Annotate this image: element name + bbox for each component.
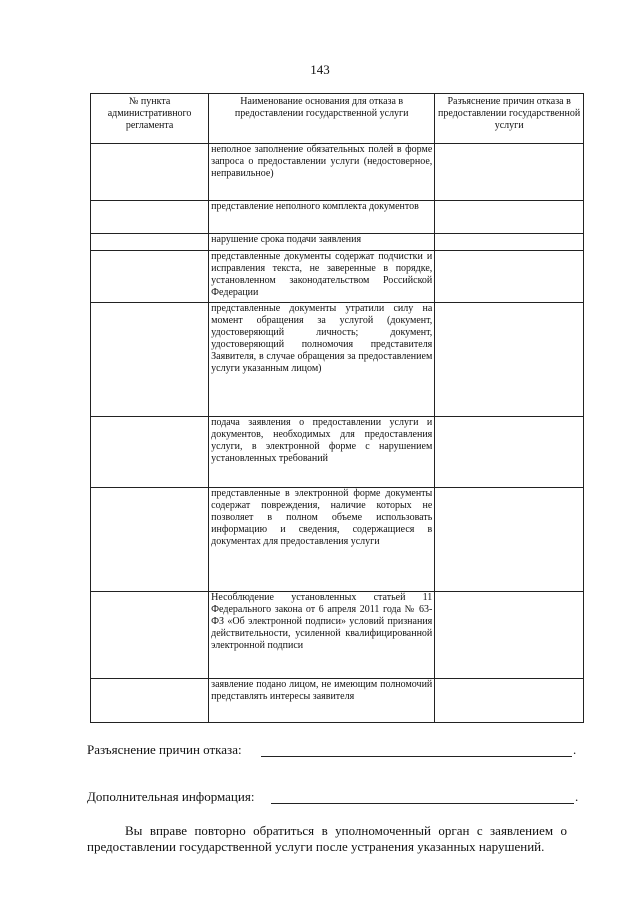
table-row: [91, 201, 584, 234]
closing-paragraph: Вы вправе повторно обратиться в уполномоченный орган с заявлением о предоставлении государственной услуги после устранения указанных нарушений.: [87, 823, 567, 854]
table-row: [91, 679, 584, 723]
paragraph-number-cell: [91, 234, 209, 251]
table-row: [91, 303, 584, 417]
explanation-cell: [435, 234, 584, 251]
paragraph-number-cell: [91, 592, 209, 679]
reason-cell: представленные документы содержат подчистки и исправления текста, не заверенные в порядке, установленном законодательством Российской Федерации: [209, 251, 435, 303]
reason-cell: представление неполного комплекта документов: [209, 201, 435, 234]
explanation-cell: [435, 201, 584, 234]
table-row: [91, 251, 584, 303]
reason-cell: неполное заполнение обязательных полей в форме запроса о предоставлении услуги (недостоверное, неправильное): [209, 144, 435, 201]
refusal-explanation-end: .: [573, 742, 577, 757]
paragraph-number-cell: [91, 303, 209, 417]
paragraph-number-cell: [91, 488, 209, 592]
reason-cell: подача заявления о предоставлении услуги и документов, необходимых для предоставления услуги, в электронной форме с нарушением установленных требований: [209, 417, 435, 488]
header-explanation: Разъяснение причин отказа в предоставлении государственной услуги: [435, 94, 584, 144]
paragraph-number-cell: [91, 417, 209, 488]
explanation-cell: [435, 592, 584, 679]
paragraph-number-cell: [91, 679, 209, 723]
explanation-cell: [435, 679, 584, 723]
table-row: [91, 234, 584, 251]
reason-cell: нарушение срока подачи заявления: [209, 234, 435, 251]
table-row: [91, 144, 584, 201]
reason-cell: Несоблюдение установленных статьей 11 Федерального закона от 6 апреля 2011 года № 63-ФЗ «Об электронной подписи» условий признания действительности, усиленной квалифицированной электронной подписи: [209, 592, 435, 679]
refusal-reasons-table: [90, 93, 584, 723]
additional-info-label: Дополнительная информация:: [87, 789, 255, 804]
paragraph-number-cell: [91, 201, 209, 234]
table-row: [91, 488, 584, 592]
page-number: 143: [310, 62, 330, 77]
explanation-cell: [435, 251, 584, 303]
refusal-explanation-label: Разъяснение причин отказа:: [87, 742, 242, 757]
table-header-row: [91, 94, 584, 144]
additional-info-line: [271, 803, 574, 804]
reason-cell: заявление подано лицом, не имеющим полномочий представлять интересы заявителя: [209, 679, 435, 723]
table-row: [91, 592, 584, 679]
paragraph-number-cell: [91, 251, 209, 303]
additional-info-end: .: [575, 789, 579, 804]
explanation-cell: [435, 417, 584, 488]
reason-cell: представленные документы утратили силу на момент обращения за услугой (документ, удостоверяющий личность; документ, удостоверяющий полномочия представителя Заявителя, в случае обращения за предоставлением услуги указанным лицом): [209, 303, 435, 417]
reason-cell: представленные в электронной форме документы содержат повреждения, наличие которых не позволяет в полном объеме использовать информацию и сведения, содержащиеся в документах для предоставления услуги: [209, 488, 435, 592]
refusal-explanation-line: [261, 756, 572, 757]
explanation-cell: [435, 144, 584, 201]
explanation-cell: [435, 303, 584, 417]
header-paragraph-number: № пункта административного регламента: [91, 94, 209, 144]
table-row: [91, 417, 584, 488]
header-reason-name: Наименование основания для отказа в предоставлении государственной услуги: [209, 94, 435, 144]
explanation-cell: [435, 488, 584, 592]
paragraph-number-cell: [91, 144, 209, 201]
